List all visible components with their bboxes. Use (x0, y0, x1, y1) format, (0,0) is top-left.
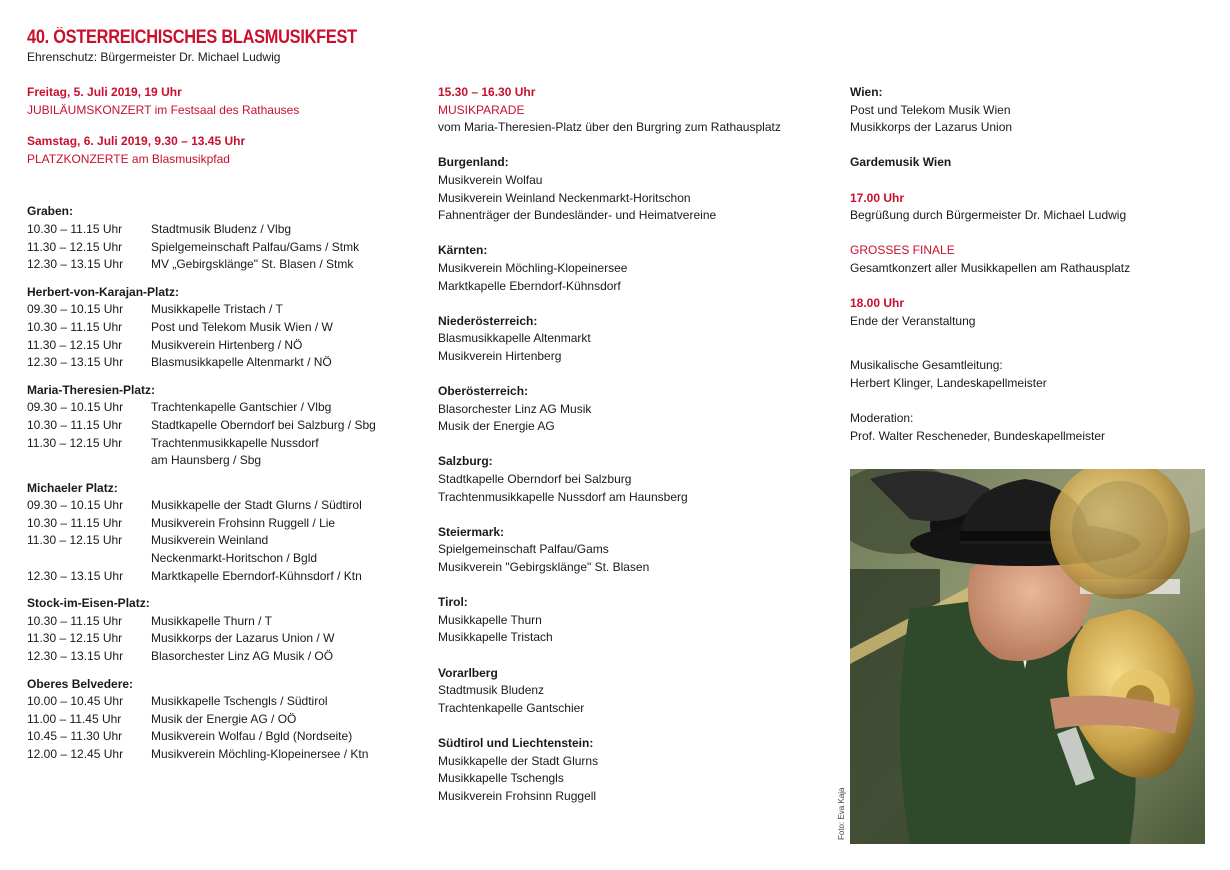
slot-time: 12.30 – 13.15 Uhr (27, 355, 124, 370)
schedule-row (27, 239, 397, 257)
slot-band: Musikkorps der Lazarus Union / W (151, 631, 335, 646)
slot-time: 10.00 – 10.45 Uhr (27, 694, 124, 709)
slot-band: Trachtenkapelle Gantschier / Vlbg (151, 400, 332, 415)
venue-block (27, 203, 397, 273)
slot-band: Musikkapelle der Stadt Glurns / Südtirol (151, 498, 362, 513)
venue-name: Herbert-von-Karajan-Platz: (27, 284, 180, 299)
photo-credit: Foto: Eva Kaja (837, 787, 846, 840)
intro-friday (27, 84, 397, 119)
region-name: Oberösterreich: (438, 384, 529, 399)
parade-time: 15.30 – 16.30 Uhr (438, 85, 536, 99)
list-item: Musikverein Weinland Neckenmarkt-Horitschon (438, 190, 691, 205)
slot-time: 12.30 – 13.15 Uhr (27, 257, 124, 272)
schedule-row (27, 399, 397, 417)
slot-band: Musikverein Frohsinn Ruggell / Lie (151, 515, 336, 530)
slot-band: Musikverein Hirtenberg / NÖ (151, 337, 303, 352)
slot-band: Musik der Energie AG / OÖ (151, 711, 297, 726)
region-name: Steiermark: (438, 524, 505, 539)
list-item: Trachtenkapelle Gantschier (438, 700, 585, 715)
finale-label: GROSSES FINALE (850, 243, 955, 258)
slot-band: Spielgemeinschaft Palfau/Gams / Stmk (151, 239, 360, 254)
gardemusik-block (850, 154, 1210, 172)
patronage-line: Ehrenschutz: Bürgermeister Dr. Michael Ludwig (27, 50, 281, 64)
schedule-row (27, 693, 397, 711)
wien-block (850, 84, 1210, 137)
list-item: Blasorchester Linz AG Musik (438, 401, 592, 416)
list-item: Stadtkapelle Oberndorf bei Salzburg (438, 472, 632, 487)
finale-column (850, 84, 1210, 463)
slot-band: Trachtenmusikkapelle Nussdorf am Haunsberg / Sbg (151, 435, 319, 468)
venue-block (27, 676, 397, 764)
venue-name: Maria-Theresien-Platz: (27, 382, 156, 397)
schedule-row (27, 630, 397, 648)
slot-time: 11.30 – 12.15 Uhr (27, 631, 123, 646)
leitung-block (850, 357, 1210, 392)
moderation-label: Moderation: (850, 411, 914, 426)
slot-time: 11.30 – 12.15 Uhr (27, 337, 123, 352)
slot-time: 11.30 – 12.15 Uhr (27, 239, 123, 254)
parade-block (438, 84, 818, 137)
greeting-block (850, 190, 1210, 225)
slot-band: Musikkapelle Thurn / T (151, 613, 272, 628)
region-block (438, 524, 818, 577)
list-item: Musikverein "Gebirgsklänge" St. Blasen (438, 560, 650, 575)
list-item: Trachtenmusikkapelle Nussdorf am Haunsberg (438, 489, 688, 504)
slot-band: Musikverein Möchling-Klopeinersee / Ktn (151, 747, 369, 761)
venue-name: Graben: (27, 204, 74, 219)
region-name: Burgenland: (438, 155, 509, 170)
parade-regions (438, 154, 818, 805)
saturday-date: Samstag, 6. Juli 2019, 9.30 – 13.45 Uhr (27, 134, 246, 149)
slot-time: 11.00 – 11.45 Uhr (27, 711, 122, 726)
list-item: Musikverein Frohsinn Ruggell (438, 788, 597, 803)
list-item: Musikverein Hirtenberg (438, 348, 562, 363)
parade-column (438, 84, 818, 823)
list-item: Musikkorps der Lazarus Union (850, 120, 1013, 135)
schedule-row (27, 417, 397, 435)
slot-band: Marktkapelle Eberndorf-Kühnsdorf / Ktn (151, 568, 362, 583)
list-item: Musikkapelle Tristach (438, 630, 553, 645)
venue-name: Oberes Belvedere: (27, 676, 134, 691)
slot-band: Musikkapelle Tschengls / Südtirol (151, 694, 328, 709)
region-block (438, 453, 818, 506)
slot-time: 11.30 – 12.15 Uhr (27, 533, 123, 548)
schedule-row (27, 319, 397, 337)
list-item: Spielgemeinschaft Palfau/Gams (438, 542, 609, 557)
venue-block (27, 382, 397, 470)
moderation-name: Prof. Walter Rescheneder, Bundeskapellmeister (850, 428, 1106, 443)
schedule-row (27, 532, 397, 567)
list-item: Blasmusikkapelle Altenmarkt (438, 331, 591, 346)
musician-photo (850, 469, 1205, 844)
list-item: Fahnenträger der Bundesländer- und Heimatvereine (438, 208, 717, 223)
slot-band: Post und Telekom Musik Wien / W (151, 319, 333, 334)
slot-time: 09.30 – 10.15 Uhr (27, 498, 124, 513)
list-item: Musikverein Möchling-Klopeinersee (438, 260, 628, 275)
intro-saturday (27, 133, 397, 168)
region-name: Niederösterreich: (438, 313, 538, 328)
region-block (438, 735, 818, 805)
schedule-row (27, 221, 397, 239)
schedule-row (27, 256, 397, 274)
slot-time: 10.30 – 11.15 Uhr (27, 319, 123, 334)
slot-time: 12.30 – 13.15 Uhr (27, 568, 124, 583)
slot-band: MV „Gebirgsklänge" St. Blasen / Stmk (151, 257, 354, 272)
greeting-time: 17.00 Uhr (850, 190, 905, 205)
venue-schedule (27, 203, 397, 763)
list-item: Marktkapelle Eberndorf-Kühnsdorf (438, 278, 621, 293)
slot-band: Stadtkapelle Oberndorf bei Salzburg / Sbg (151, 417, 376, 432)
list-item: Musik der Energie AG (438, 419, 555, 434)
slot-band: Musikverein Weinland Neckenmarkt-Horitschon / Bgld (151, 533, 318, 566)
slot-band: Blasorchester Linz AG Musik / OÖ (151, 649, 334, 664)
schedule-row (27, 301, 397, 319)
end-time: 18.00 Uhr (850, 296, 905, 311)
region-block (438, 383, 818, 436)
slot-time: 12.30 – 13.15 Uhr (27, 649, 124, 664)
slot-band: Musikverein Wolfau / Bgld (Nordseite) (151, 729, 353, 744)
moderation-block (850, 410, 1210, 445)
list-item: Musikverein Wolfau (438, 172, 543, 187)
region-name: Vorarlberg (438, 665, 498, 680)
schedule-row (27, 648, 397, 666)
region-name: Kärnten: (438, 243, 488, 258)
region-block (438, 154, 818, 224)
venue-block (27, 480, 397, 586)
schedule-row (27, 354, 397, 372)
venue-block (27, 595, 397, 665)
schedule-row (27, 497, 397, 515)
schedule-row (27, 613, 397, 631)
region-block (438, 242, 818, 295)
schedule-row (27, 515, 397, 533)
friday-date: Freitag, 5. Juli 2019, 19 Uhr (27, 85, 182, 99)
region-name: Südtirol und Liechtenstein: (438, 735, 594, 750)
schedule-row (27, 711, 397, 729)
slot-time: 10.45 – 11.30 Uhr (27, 729, 123, 744)
finale-block (850, 242, 1210, 277)
region-name: Tirol: (438, 595, 468, 610)
slot-time: 10.30 – 11.15 Uhr (27, 515, 123, 530)
slot-time: 10.30 – 11.15 Uhr (27, 417, 123, 432)
region-block (438, 665, 818, 718)
friday-event: JUBILÄUMSKONZERT im Festsaal des Rathauses (27, 102, 300, 117)
leitung-name: Herbert Klinger, Landeskapellmeister (850, 375, 1047, 390)
page-title: 40. ÖSTERREICHISCHES BLASMUSIKFEST (27, 27, 357, 48)
gardemusik-heading: Gardemusik Wien (850, 155, 952, 170)
list-item: Stadtmusik Bludenz (438, 683, 545, 698)
venue-name: Stock-im-Eisen-Platz: (27, 596, 150, 611)
leitung-label: Musikalische Gesamtleitung: (850, 358, 1003, 373)
schedule-row (27, 728, 397, 746)
slot-band: Stadtmusik Bludenz / Vlbg (151, 221, 292, 236)
schedule-row (27, 435, 397, 470)
venue-name: Michaeler Platz: (27, 480, 118, 495)
list-item: Musikkapelle Thurn (438, 612, 542, 627)
slot-time: 10.30 – 11.15 Uhr (27, 221, 123, 236)
saturday-event: PLATZKONZERTE am Blasmusikpfad (27, 151, 230, 166)
slot-band: Blasmusikkapelle Altenmarkt / NÖ (151, 355, 332, 370)
region-block (438, 313, 818, 366)
slot-time: 11.30 – 12.15 Uhr (27, 435, 123, 450)
finale-text: Gesamtkonzert aller Musikkapellen am Rathausplatz (850, 260, 1131, 275)
slot-time: 09.30 – 10.15 Uhr (27, 302, 124, 317)
list-item: Post und Telekom Musik Wien (850, 102, 1011, 117)
parade-route: vom Maria-Theresien-Platz über den Burgring zum Rathausplatz (438, 120, 781, 135)
region-block (438, 594, 818, 647)
region-name: Salzburg: (438, 454, 493, 469)
wien-heading: Wien: (850, 85, 883, 99)
end-block (850, 295, 1210, 330)
schedule-row (27, 568, 397, 586)
slot-time: 12.00 – 12.45 Uhr (27, 747, 124, 761)
parade-label: MUSIKPARADE (438, 102, 525, 117)
venue-block (27, 284, 397, 372)
schedule-row (27, 746, 397, 764)
greeting-text: Begrüßung durch Bürgermeister Dr. Michael Ludwig (850, 208, 1127, 223)
slot-band: Musikkapelle Tristach / T (151, 302, 283, 317)
end-text: Ende der Veranstaltung (850, 313, 976, 328)
list-item: Musikkapelle der Stadt Glurns (438, 753, 599, 768)
list-item: Musikkapelle Tschengls (438, 771, 564, 786)
slot-time: 10.30 – 11.15 Uhr (27, 613, 123, 628)
slot-time: 09.30 – 10.15 Uhr (27, 400, 124, 415)
schedule-row (27, 337, 397, 355)
